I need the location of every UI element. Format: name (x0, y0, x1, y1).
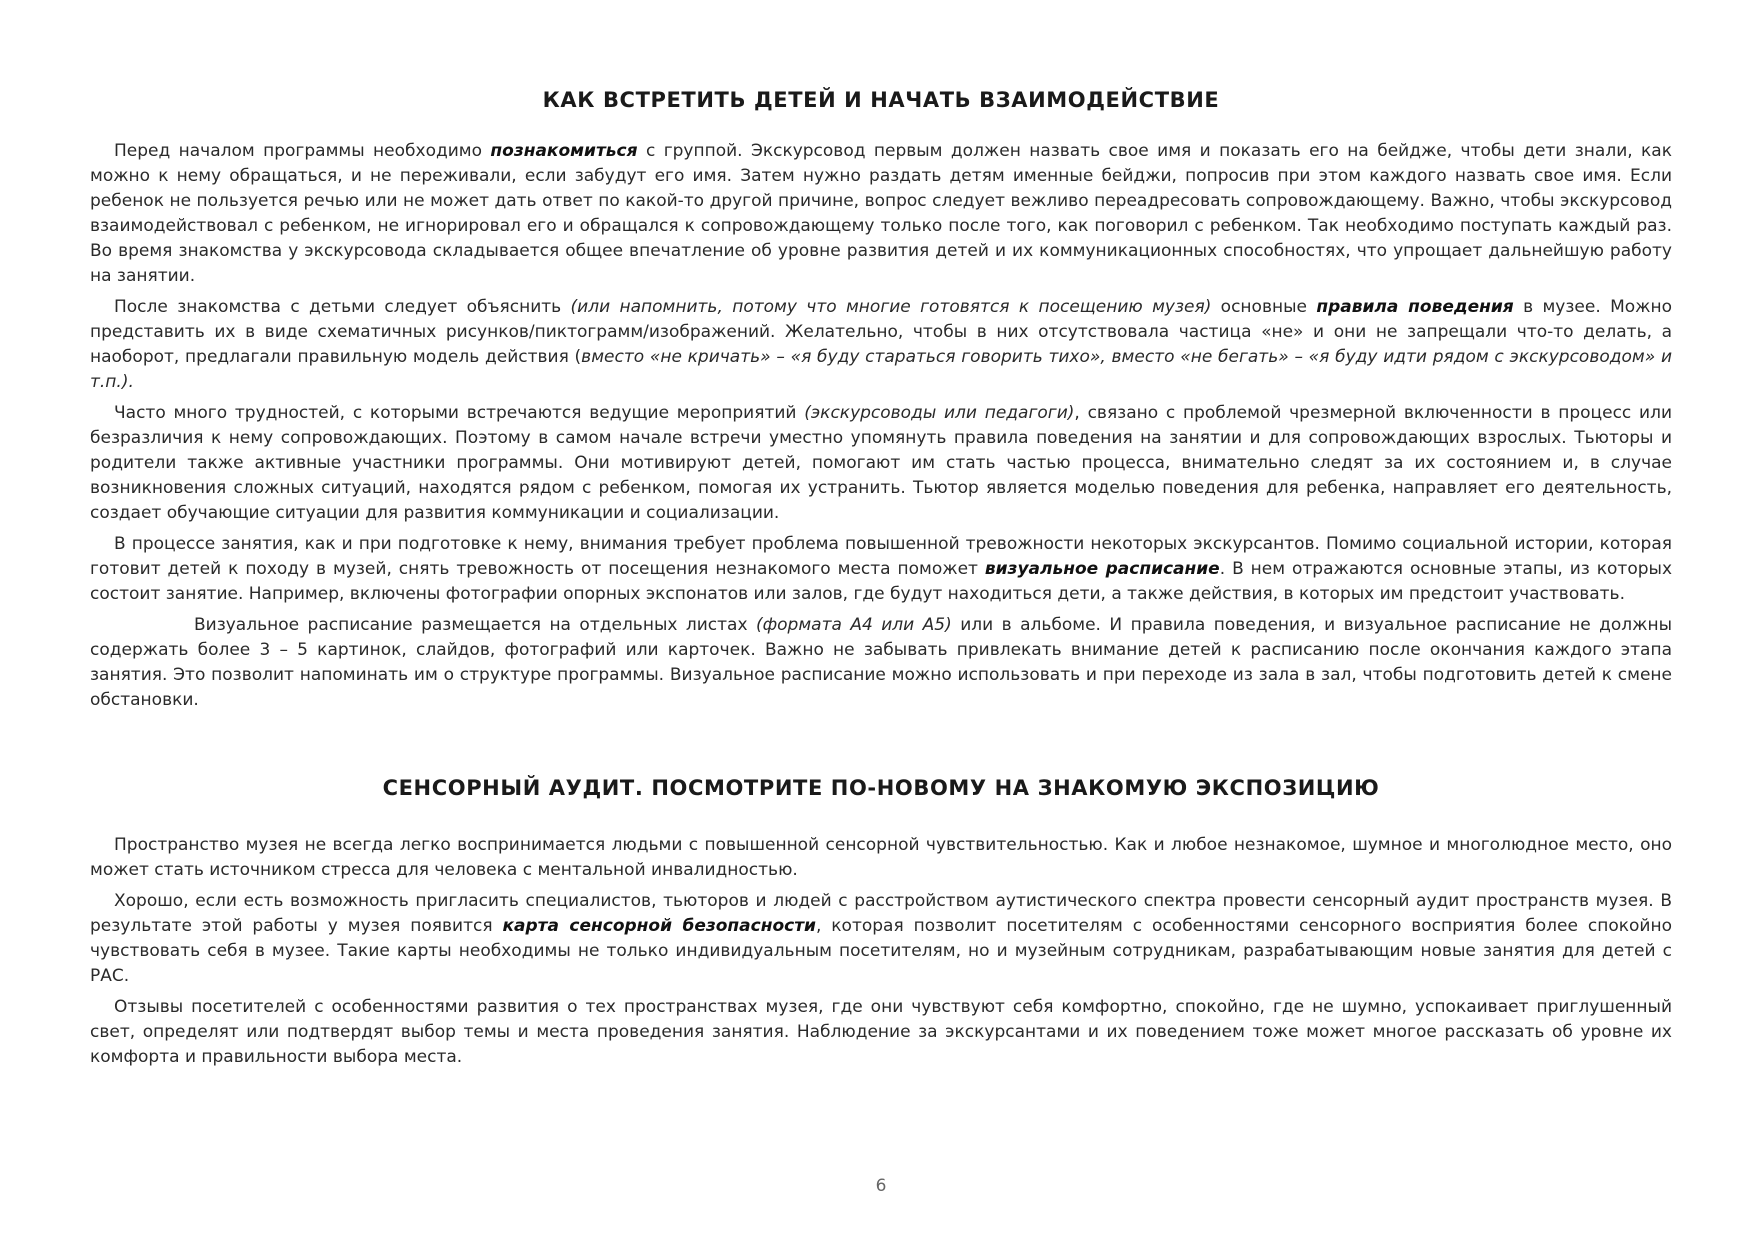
italic-aside: (экскурсоводы или педагоги) (804, 403, 1075, 423)
emphasis-term: карта сенсорной безопасности (502, 916, 816, 936)
section-body-meeting-children (90, 139, 1672, 719)
section-heading-meeting-children: КАК ВСТРЕТИТЬ ДЕТЕЙ И НАЧАТЬ ВЗАИМОДЕЙСТВИЕ (542, 88, 1220, 112)
text: Визуальное расписание размещается на отдельных листах (194, 615, 756, 635)
text: После знакомства с детьми следует объяснить (114, 297, 571, 317)
emphasis-term: визуальное расписание (984, 559, 1220, 579)
text: . В нем отражаются основные этапы, из которых состоит занятие. Например, включены фотографии опорных экспонатов или залов, где будут находиться дети, а также действия, в которых им предстоит участвовать. (90, 559, 1673, 604)
italic-aside: (или напомнить, потому что многие готовятся к посещению музея) (570, 297, 1212, 317)
italic-aside: (формата А4 или А5) (755, 615, 952, 635)
text: Часто много трудностей, с которыми встречаются ведущие мероприятий (114, 403, 805, 423)
page-number: 6 (875, 1176, 887, 1196)
text: основные (1211, 297, 1317, 317)
text: В процессе занятия, как и при подготовке к нему, внимания требует проблема повышенной тревожности некоторых экскурсантов. Помимо социальной истории, которая готовит детей к походу в музей, снять тревожность от посещения незнакомого места поможет (90, 534, 1672, 579)
paragraph: Отзывы посетителей с особенностями развития о тех пространствах музея, где они чувствуют себя комфортно, спокойно, где не шумно, успокаивает приглушенный свет, определят или подтвердят выбор темы и места проведения занятия. Наблюдение за экскурсантами и их поведением тоже может многое рассказать об уровне их комфорта и правильности выбора места. (90, 997, 1672, 1067)
section-heading-sensory-audit: СЕНСОРНЫЙ АУДИТ. ПОСМОТРИТЕ ПО-НОВОМУ НА ЗНАКОМУЮ ЭКСПОЗИЦИЮ (382, 776, 1380, 800)
paragraph (90, 295, 1672, 395)
section-body-sensory-audit (90, 833, 1672, 1076)
text: в музее. Можно представить их в виде схематичных рисунков/пиктограмм/изображений. Желательно, чтобы в них отсутствовала частица «не» и они не запрещали что-то делать, а наоборот, предлагали правильную модель действия ( (90, 297, 1672, 367)
paragraph (90, 532, 1672, 607)
emphasis-term: познакомиться (490, 141, 638, 161)
text: , которая позволит посетителям с особенностями сенсорного восприятия более спокойно чувствовать себя в музее. Такие карты необходимы не только индивидуальным посетителям, но и музейным сотрудникам, разрабатывающим новые занятия для детей с РАС. (90, 916, 1672, 986)
text: Перед началом программы необходимо (114, 141, 491, 161)
paragraph (90, 139, 1672, 289)
text: Хорошо, если есть возможность пригласить специалистов, тьюторов и людей с расстройством аутистического спектра провести сенсорный аудит пространств музея. В результате этой работы у музея появится (90, 891, 1672, 936)
text: или в альбоме. И правила поведения, и визуальное расписание не должны содержать более 3 – 5 картинок, слайдов, фотографий или карточек. Важно не забывать привлекать внимание детей к расписанию после окончания каждого этапа занятия. Это позволит напоминать им о структуре программы. Визуальное расписание можно использовать и при переходе из зала в зал, чтобы подготовить детей к смене обстановки. (90, 615, 1673, 710)
text: с группой. Экскурсовод первым должен назвать свое имя и показать его на бейдже, чтобы дети знали, как можно к нему обращаться, и не переживали, если забудут его имя. Затем нужно раздать детям именные бейджи, попросив при этом каждого назвать свое имя. Если ребенок не пользуется речью или не может дать ответ по какой-то другой причине, вопрос следует вежливо переадресовать сопровождающему. Важно, чтобы экскурсовод взаимодействовал с ребенком, не игнорировал его и обращался к сопровождающему только после того, как поговорил с ребенком. Так необходимо поступать каждый раз. Во время знакомства у экскурсовода складывается общее впечатление об уровне развития детей и их коммуникационных способностях, что упрощает дальнейшую работу на занятии. (90, 141, 1672, 286)
emphasis-term: правила поведения (1316, 297, 1514, 317)
paragraph (90, 613, 1672, 713)
italic-aside: вместо «не кричать» – «я буду стараться говорить тихо», вместо «не бегать» – «я буду идти рядом с экскурсоводом» и т.п.). (90, 347, 1672, 392)
paragraph (90, 889, 1672, 989)
text: , связано с проблемой чрезмерной включенности в процесс или безразличия к нему сопровождающих. Поэтому в самом начале встречи уместно упомянуть правила поведения на занятии и для сопровождающих взрослых. Тьюторы и родители также активные участники программы. Они мотивируют детей, помогают им стать частью процесса, внимательно следят за их состоянием и, в случае возникновения сложных ситуаций, находятся рядом с ребенком, помогая их устранить. Тьютор является моделью поведения для ребенка, направляет его деятельность, создает обучающие ситуации для развития коммуникации и социализации. (90, 403, 1672, 523)
paragraph: Пространство музея не всегда легко воспринимается людьми с повышенной сенсорной чувствительностью. Как и любое незнакомое, шумное и многолюдное место, оно может стать источником стресса для человека с ментальной инвалидностью. (90, 835, 1672, 880)
paragraph (90, 401, 1672, 526)
document-page (90, 0, 1672, 1240)
